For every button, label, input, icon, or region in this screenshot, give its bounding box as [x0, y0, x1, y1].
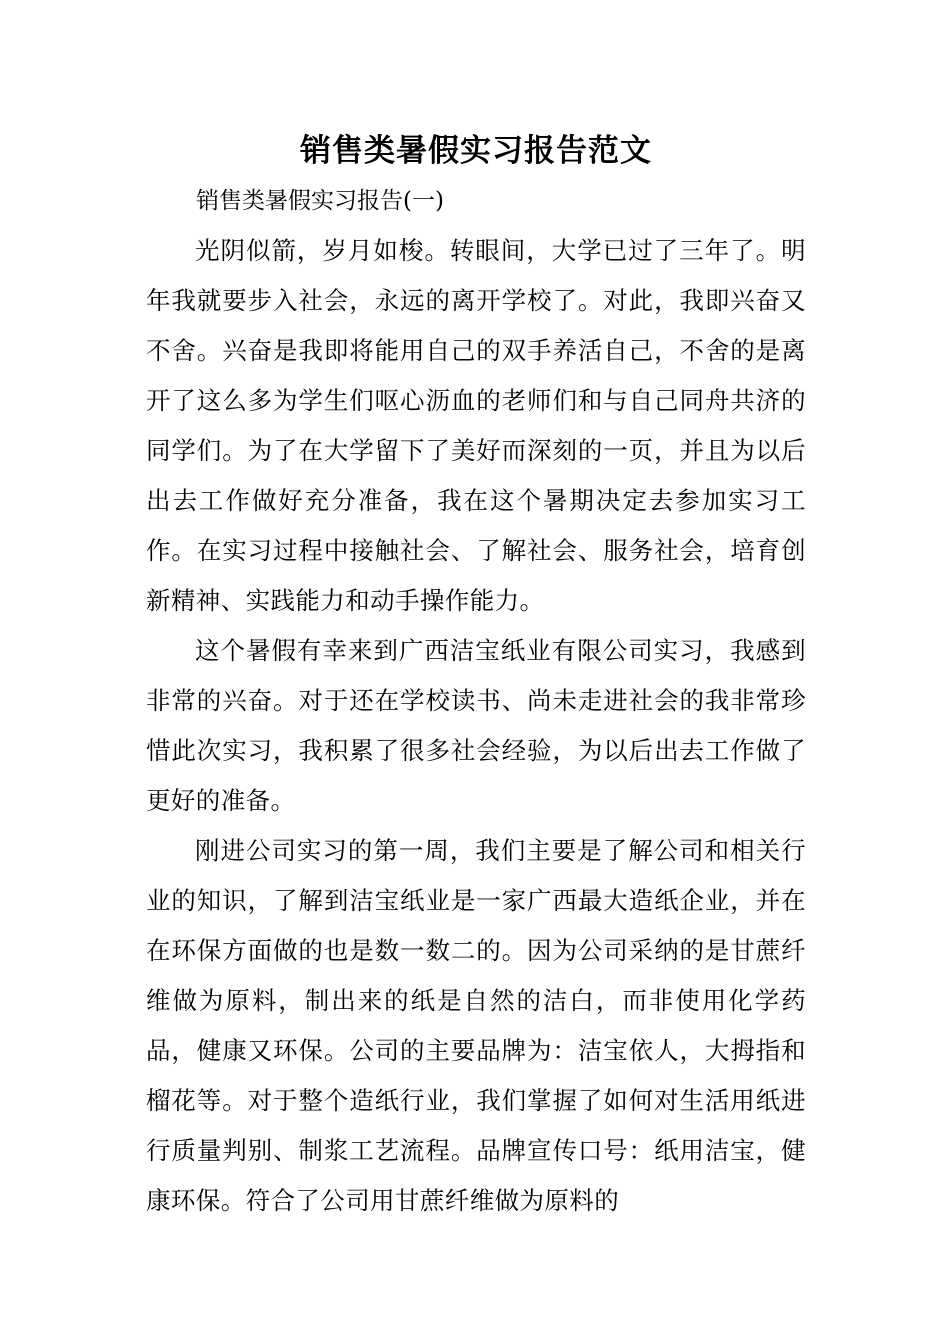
paragraph-1: 光阴似箭，岁月如梭。转眼间，大学已过了三年了。明年我就要步入社会，永远的离开学校了。对此，我即兴奋又不舍。兴奋是我即将能用自己的双手养活自己，不舍的是离开了这么多为学生们呕心沥血的老师们和与自己同舟共济的同学们。为了在大学留下了美好而深刻的一页，并且为以后出去工作做好充分准备，我在这个暑期决定去参加实习工作。在实习过程中接触社会、了解社会、服务社会，培育创新精神、实践能力和动手操作能力。	[146, 236, 806, 615]
document-title: 销售类暑假实习报告范文	[300, 133, 652, 169]
paragraph-2: 这个暑假有幸来到广西洁宝纸业有限公司实习，我感到非常的兴奋。对于还在学校读书、尚未走进社会的我非常珍惜此次实习，我积累了很多社会经验，为以后出去工作做了更好的准备。	[146, 636, 806, 815]
document-page	[146, 126, 806, 1226]
document-subtitle: 销售类暑假实习报告(一)	[196, 188, 444, 214]
paragraph-3: 刚进公司实习的第一周，我们主要是了解公司和相关行业的知识，了解到洁宝纸业是一家广西最大造纸企业，并在在环保方面做的也是数一数二的。因为公司采纳的是甘蔗纤维做为原料，制出来的纸是自然的洁白，而非使用化学药品，健康又环保。公司的主要品牌为：洁宝依人，大拇指和榴花等。对于整个造纸行业，我们掌握了如何对生活用纸进行质量判别、制浆工艺流程。品牌宣传口号：纸用洁宝，健康环保。符合了公司用甘蔗纤维做为原料的	[146, 836, 806, 1215]
